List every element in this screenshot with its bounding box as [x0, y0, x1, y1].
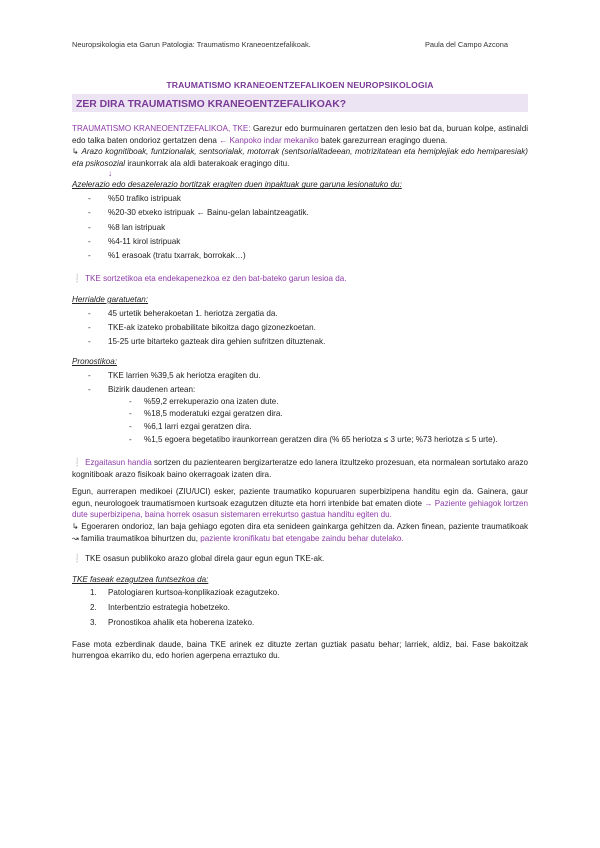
definition-highlight: Kanpoko indar mekaniko	[229, 135, 319, 145]
section-heading: ZER DIRA TRAUMATISMO KRANEOENTZEFALIKOAK?	[76, 99, 347, 110]
causes-heading: Azelerazio edo desazelerazio bortitzak eragiten duen inpaktuak gure garuna lesionatuko du:	[72, 180, 402, 190]
consequences-text: iraunkorrak ala aldi baterakoak eragingo ditu.	[125, 158, 290, 168]
note-1	[72, 273, 528, 285]
list-item: - %1,5 egoera begetatibo iraunkorrean geratzen dira (% 65 heriotza ≤ 3 urte; %73 heriotza ≤ 5 urte).	[72, 434, 528, 446]
list-item: - %59,2 errekuperazio ona izaten dute.	[72, 396, 528, 408]
note-2-text: TKE osasun publikoko arazo global direla gaur egun egun TKE-ak.	[85, 554, 325, 564]
families-paragraph	[72, 521, 528, 544]
page-title: TRAUMATISMO KRANEOENTZEFALIKOEN NEUROPSIKOLOGIA	[166, 80, 434, 90]
list-item: - %1 erasoak (tratu txarrak, borrokak…)	[72, 250, 528, 262]
left-arrow-icon: ←	[219, 135, 228, 145]
list-item: - %6,1 larri ezgai geratzen dira.	[72, 421, 528, 433]
list-item: - %20-30 etxeko istripuak ← Bainu-gelan labaintzeagatik.	[72, 207, 528, 219]
header-course: Neuropsikologia eta Garun Patologia: Traumatismo Kraneoentzefalikoak.	[72, 40, 311, 49]
exclamation-icon: ❕	[72, 457, 83, 467]
consequences-italic: Arazo kognitiboak, funtzionalak, sentsorialak, motorrak (sentsorialitadeean, motrizitatean eta hemiplejiak edo hemiparesiak) eta psikosozial	[72, 147, 529, 168]
definition-text2: batek garezurrean eragingo duena.	[318, 135, 448, 145]
header-author: Paula del Campo Azcona	[425, 40, 508, 49]
list-item: 1. Patologiaren kurtsoa-konplikazioak ezagutzeko.	[90, 588, 280, 598]
phases-heading: TKE faseak ezagutzea funtsezkoa da:	[72, 574, 209, 584]
down-arrow-icon: ↓	[108, 169, 113, 179]
list-item: - TKE larrien %39,5 ak heriotza eragiten du.	[72, 370, 528, 382]
definition-paragraph	[72, 123, 528, 146]
closing-paragraph: Fase mota ezberdinak daude, baina TKE arinek ez dituzte zertan guztiak pasatu behar; larriek, aldiz, bai. Fase bakoitzak hurrengoa ekarriko du, edo horien agerpena erraztuko du.	[72, 639, 528, 661]
definition-lead: TRAUMATISMO KRANEOENTZEFALIKOA, TKE:	[72, 124, 251, 133]
note-2	[72, 553, 528, 565]
list-item: - TKE-ak izateko probabilitate bikoitza dago gizonezkoetan.	[72, 322, 528, 334]
return-arrow-icon: ↳	[72, 147, 79, 157]
list-item: - %8 lan istripuak	[72, 222, 528, 234]
return-arrow-icon: ↳	[72, 521, 79, 531]
disability-text: sortzen du pazientearen bergizarteratze edo lanera itzultzeko prozesuan, eta normalean sortutako arazo kognitiboak arazo fisikoak baino okerragoak izaten dira.	[72, 457, 529, 479]
families-highlight: paziente kronifikatu bat etengabe zaindu behar dutelako.	[200, 533, 404, 543]
today-paragraph	[72, 486, 528, 521]
wave-arrow-icon: ↝	[72, 533, 79, 543]
today-highlight: Paziente gehiagok lortzen dute superbizipena, baina horrek osasun sistemaren errekurtso gastua handitu egiten du.	[72, 498, 528, 520]
list-item: 2. Interbentzio estrategia hobetzeko.	[90, 603, 230, 613]
list-item: - 45 urtetik beherakoetan 1. heriotza zergatia da.	[72, 308, 528, 320]
list-item: - %50 trafiko istripuak	[72, 193, 528, 205]
data-list	[72, 308, 528, 348]
list-item: 3. Pronostikoa ahalik eta hoberena izateko.	[90, 618, 255, 628]
families-text2: familia traumatikoa bihurtzen du,	[78, 533, 201, 543]
exclamation-icon: ❕	[72, 554, 83, 564]
causes-list	[72, 193, 528, 262]
section-heading-band	[72, 94, 528, 112]
consequences-paragraph	[72, 146, 528, 169]
today-text: Egun, aurrerapen medikoei (ZIU/UCI) esker, paziente traumatiko kopuruaren superbizipena handitu egin da. Gainera, gaur egun, neurologoek traumatismoen kurtsoak ezagutzen dituzte eta horri irtenbide bat ematen diote	[72, 487, 528, 508]
list-item: - %4-11 kirol istripuak	[72, 236, 528, 248]
list-item	[72, 384, 528, 445]
content	[72, 123, 528, 662]
list-item: - %18,5 moderatuki ezgai geratzen dira.	[72, 408, 528, 420]
disability-highlight: Ezgaitasun handia	[85, 457, 152, 467]
phases-list	[72, 587, 528, 629]
prognosis-sublist	[72, 396, 528, 445]
disability-paragraph	[72, 457, 528, 480]
list-item: - 15-25 urte bitarteko gazteak dira gehien sufritzen dituztenak.	[72, 336, 528, 348]
definition-text: Garezur edo burmuinaren gertatzen den lesio bat da, buruan kolpe, astinaldi edo talka baten ondorioz gertatzen dena	[72, 124, 528, 145]
right-arrow-icon: →	[424, 498, 433, 508]
exclamation-icon: ❕	[72, 274, 83, 284]
prognosis-item2: Bizirik daudenen artean:	[108, 385, 196, 395]
families-text1: Egoeraren ondorioz, lan baja gehiago egoten dira eta senideen gainkarga gehitzen da. Azken finean, paziente traumatikoak	[78, 521, 528, 531]
data-heading: Herrialde garatuetan:	[72, 294, 149, 304]
note-1-text: TKE sortzetikoa eta endekapenezkoa ez den bat-bateko garun lesioa da.	[85, 274, 347, 284]
prognosis-heading: Pronostikoa:	[72, 357, 117, 367]
prognosis-list	[72, 370, 528, 445]
